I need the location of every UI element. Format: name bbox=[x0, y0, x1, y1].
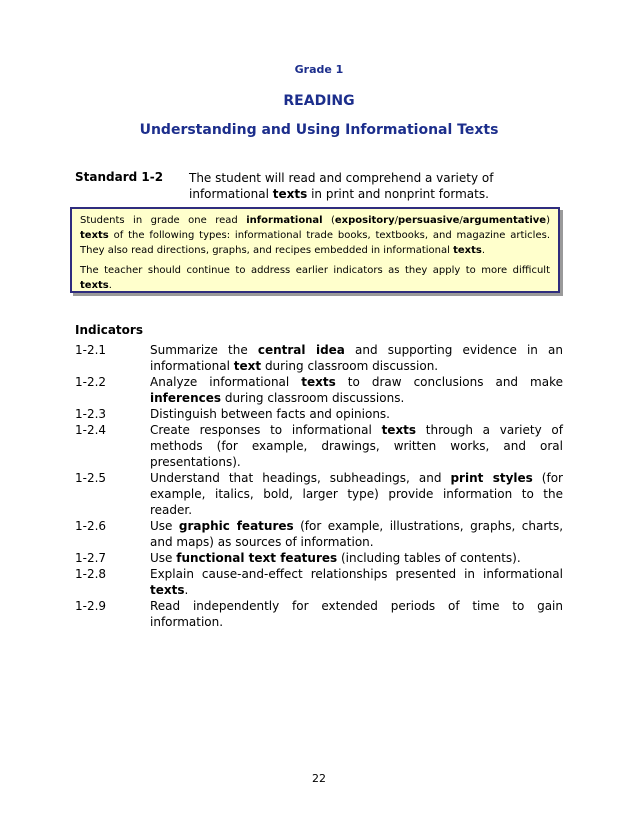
standard-text: The student will read and comprehend a variety of informational texts in print and nonprint formats. bbox=[189, 171, 494, 201]
indicator-item bbox=[75, 342, 563, 374]
indicator-text: Use graphic features (for example, illustrations, graphs, charts, and maps) as sources of information. bbox=[150, 519, 564, 549]
indicator-item bbox=[75, 518, 563, 550]
info-box bbox=[70, 207, 560, 293]
indicator-item bbox=[75, 598, 563, 630]
indicator-number: 1-2.6 bbox=[75, 519, 107, 533]
info-box-paragraph: The teacher should continue to address earlier indicators as they apply to more difficult texts. bbox=[80, 265, 550, 291]
indicator-text: Explain cause-and-effect relationships presented in informational texts. bbox=[150, 567, 563, 597]
indicator-number: 1-2.2 bbox=[75, 375, 107, 389]
standard-label: Standard 1-2 bbox=[75, 170, 164, 184]
indicator-item bbox=[75, 406, 563, 422]
indicator-item bbox=[75, 566, 563, 598]
subject-heading: READING bbox=[283, 93, 355, 109]
indicator-text: Use functional text features (including tables of contents). bbox=[150, 551, 521, 565]
grade-heading: Grade 1 bbox=[294, 63, 344, 76]
page-subtitle: Understanding and Using Informational Texts bbox=[139, 122, 499, 138]
indicators-heading: Indicators bbox=[75, 323, 143, 337]
indicator-text: Create responses to informational texts through a variety of methods (for example, drawings, written works, and oral presentations). bbox=[150, 423, 563, 469]
indicator-number: 1-2.7 bbox=[75, 551, 107, 565]
indicator-text: Read independently for extended periods of time to gain information. bbox=[150, 599, 563, 629]
indicator-text: Analyze informational texts to draw conclusions and make inferences during classroom discussions. bbox=[150, 375, 563, 405]
indicators-list bbox=[75, 342, 563, 630]
indicator-item bbox=[75, 550, 563, 566]
indicator-text: Distinguish between facts and opinions. bbox=[150, 407, 390, 421]
page-number: 22 bbox=[312, 772, 326, 785]
indicator-text: Understand that headings, subheadings, and print styles (for example, italics, bold, larger type) provide information to the reader. bbox=[150, 471, 563, 517]
info-box-paragraph: Students in grade one read informational (expository/persuasive/argumentative) texts of the following types: informational trade books, textbooks, and magazine articles. They also read directions, graphs, and recipes embedded in informational texts. bbox=[80, 215, 550, 256]
indicator-number: 1-2.5 bbox=[75, 471, 107, 485]
indicator-number: 1-2.1 bbox=[75, 343, 107, 357]
indicator-item bbox=[75, 422, 563, 470]
indicator-number: 1-2.3 bbox=[75, 407, 107, 421]
indicator-number: 1-2.4 bbox=[75, 423, 107, 437]
indicator-text: Summarize the central idea and supporting evidence in an informational text during classroom discussion. bbox=[150, 343, 563, 373]
indicator-item bbox=[75, 374, 563, 406]
indicator-number: 1-2.9 bbox=[75, 599, 107, 613]
indicator-number: 1-2.8 bbox=[75, 567, 107, 581]
indicator-item bbox=[75, 470, 563, 518]
